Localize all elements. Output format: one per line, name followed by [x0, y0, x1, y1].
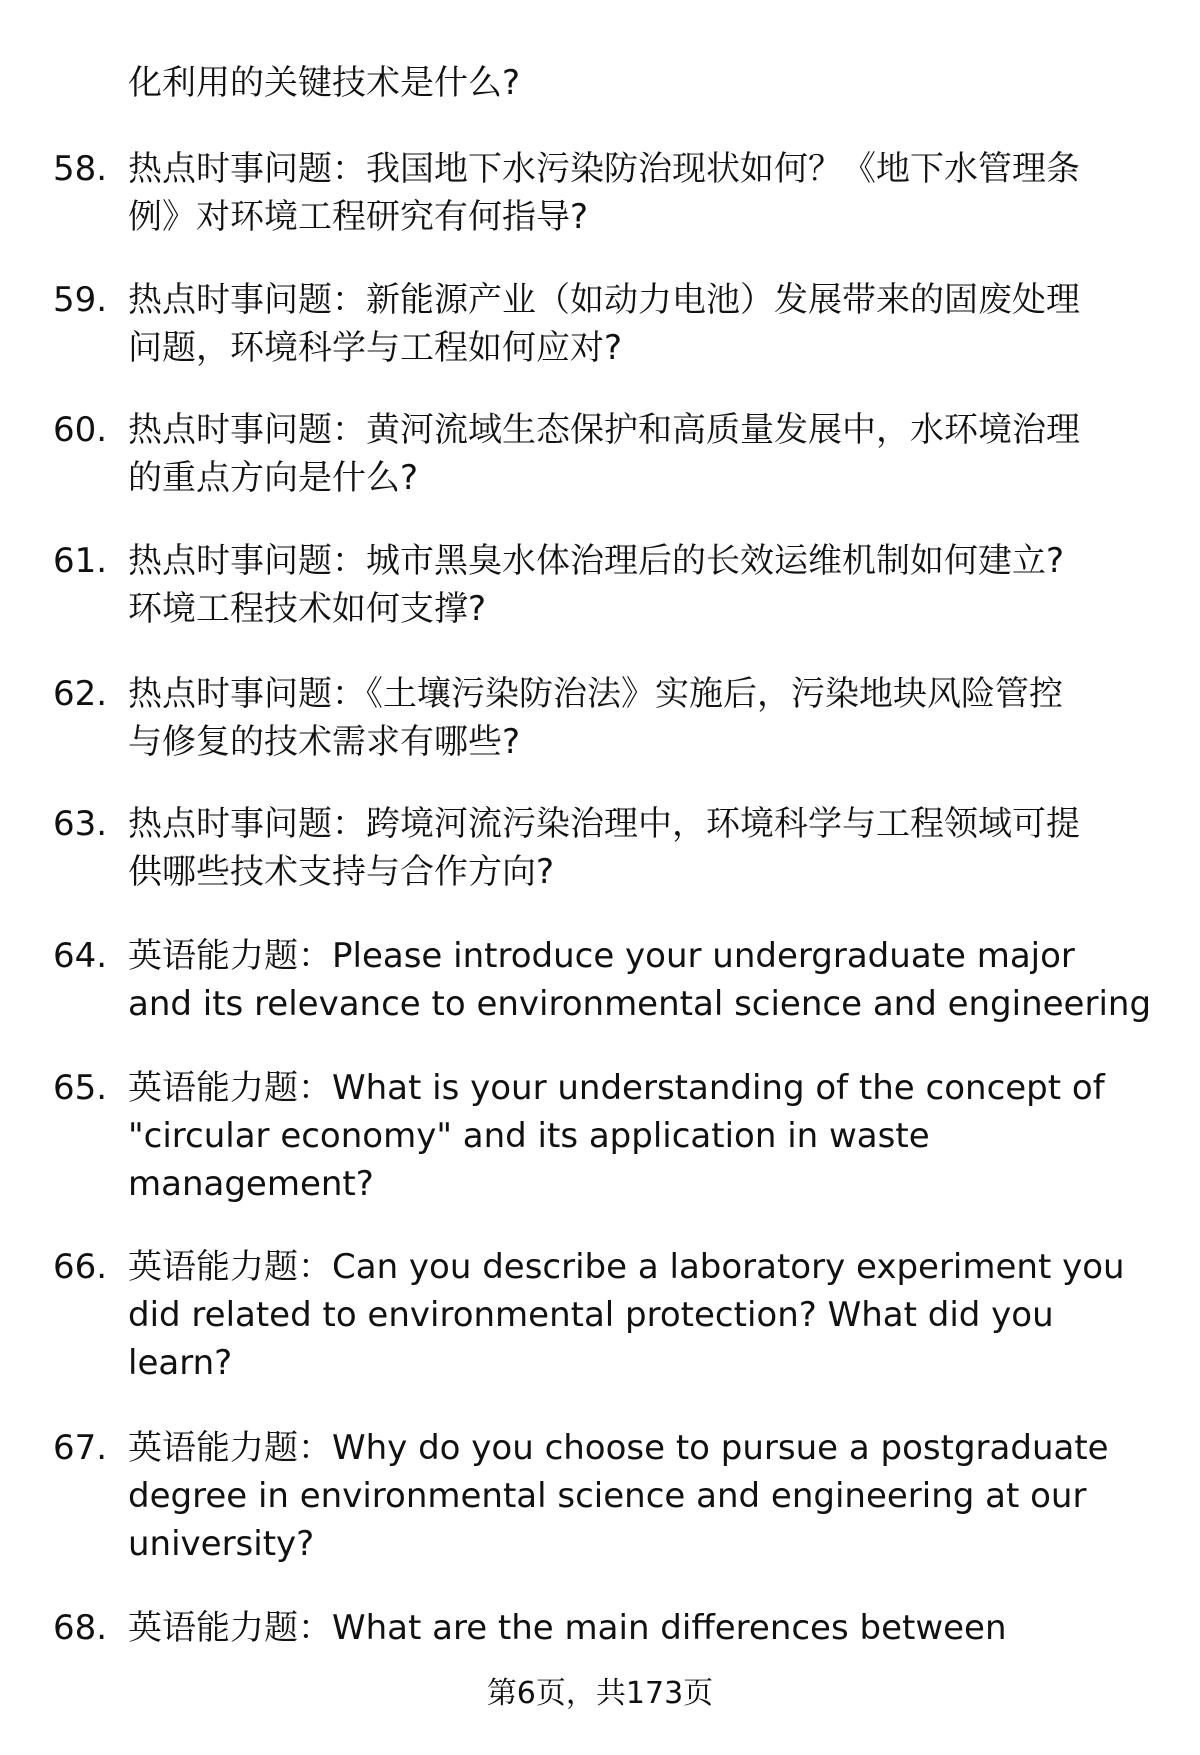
question-number: 60. [53, 410, 108, 450]
question-number: 58. [53, 149, 108, 189]
question-text-line: 例》对环境工程研究有何指导? [128, 197, 589, 237]
question-text-line: 热点时事问题：跨境河流污染治理中，环境科学与工程领域可提 [128, 804, 1080, 844]
question-text-line: 英语能力题：Can you describe a laboratory experiment you [128, 1247, 1125, 1287]
question-text-line: 英语能力题：What are the main differences between [128, 1608, 1007, 1648]
question-text-line: 英语能力题：Why do you choose to pursue a postgraduate [128, 1428, 1109, 1468]
question-number: 64. [53, 936, 108, 976]
question-number: 62. [53, 674, 108, 714]
question-number: 68. [53, 1608, 108, 1648]
page-footer: 第6页，共173页 [486, 1676, 714, 1711]
question-text-line: 供哪些技术支持与合作方向? [128, 852, 555, 892]
question-text-line: did related to environmental protection? What did you [128, 1295, 1054, 1335]
text-line: 化利用的关键技术是什么? [128, 63, 521, 103]
question-text-line: degree in environmental science and engineering at our [128, 1476, 1087, 1516]
question-text-line: 英语能力题：What is your understanding of the concept of [128, 1068, 1105, 1108]
question-number: 67. [53, 1428, 108, 1468]
question-number: 61. [53, 541, 108, 581]
question-text-line: university? [128, 1524, 315, 1564]
question-text-line: learn? [128, 1343, 233, 1383]
question-number: 59. [53, 280, 108, 320]
question-text-line: 热点时事问题：《土壤污染防治法》实施后，污染地块风险管控 [128, 674, 1063, 714]
question-number: 65. [53, 1068, 108, 1108]
question-text-line: 与修复的技术需求有哪些? [128, 722, 521, 762]
question-text-line: 环境工程技术如何支撑? [128, 589, 487, 629]
question-text-line: "circular economy" and its application in waste [128, 1116, 930, 1156]
question-number: 63. [53, 804, 108, 844]
question-number: 66. [53, 1247, 108, 1287]
question-text-line: 热点时事问题：黄河流域生态保护和高质量发展中，水环境治理 [128, 410, 1080, 450]
question-text-line: 的重点方向是什么? [128, 458, 419, 498]
question-text-line: 问题，环境科学与工程如何应对? [128, 328, 623, 368]
question-text-line: 热点时事问题：城市黑臭水体治理后的长效运维机制如何建立? [128, 541, 1065, 581]
question-text-line: 热点时事问题：我国地下水污染防治现状如何？《地下水管理条 [128, 149, 1080, 189]
question-text-line: management? [128, 1164, 374, 1204]
question-text-line: 热点时事问题：新能源产业（如动力电池）发展带来的固废处理 [128, 280, 1080, 320]
question-text-line: and its relevance to environmental science and engineering [128, 984, 1152, 1024]
question-text-line: 英语能力题：Please introduce your undergraduate major [128, 936, 1075, 976]
